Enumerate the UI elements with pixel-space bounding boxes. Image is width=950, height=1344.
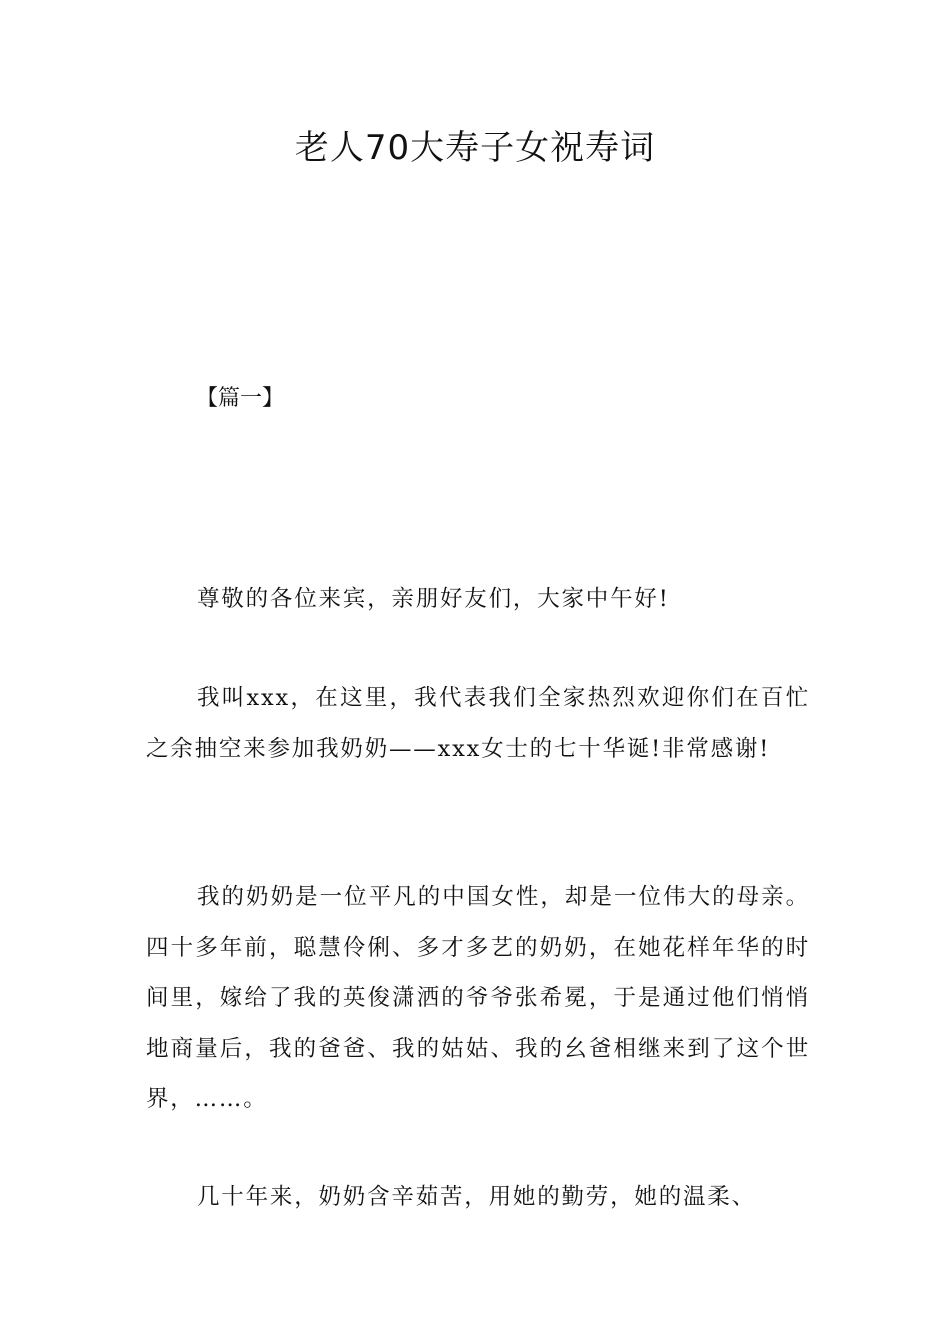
section-label: 【篇一】 <box>196 386 285 411</box>
paragraph-greeting: 尊敬的各位来宾，亲朋好友们，大家中午好! <box>197 586 670 612</box>
paragraph-grandmother: 我的奶奶是一位平凡的中国女性，却是一位伟大的母亲。四十多年前，聪慧伶俐、多才多艺的奶奶，在她花样年华的时间里，嫁给了我的英俊潇洒的爷爷张希冕，于是通过他们悄悄地商量后，我的爸爸、我的姑姑、我的幺爸相继来到了这个世界，……。 <box>146 884 810 1112</box>
document-title: 老人70大寿子女祝寿词 <box>294 128 656 168</box>
paragraph-decades: 几十年来，奶奶含辛茹苦，用她的勤劳，她的温柔、 <box>197 1184 756 1210</box>
paragraph-welcome: 我叫xxx，在这里，我代表我们全家热烈欢迎你们在百忙之余抽空来参加我奶奶——xxx女士的七十华诞!非常感谢! <box>146 685 810 762</box>
